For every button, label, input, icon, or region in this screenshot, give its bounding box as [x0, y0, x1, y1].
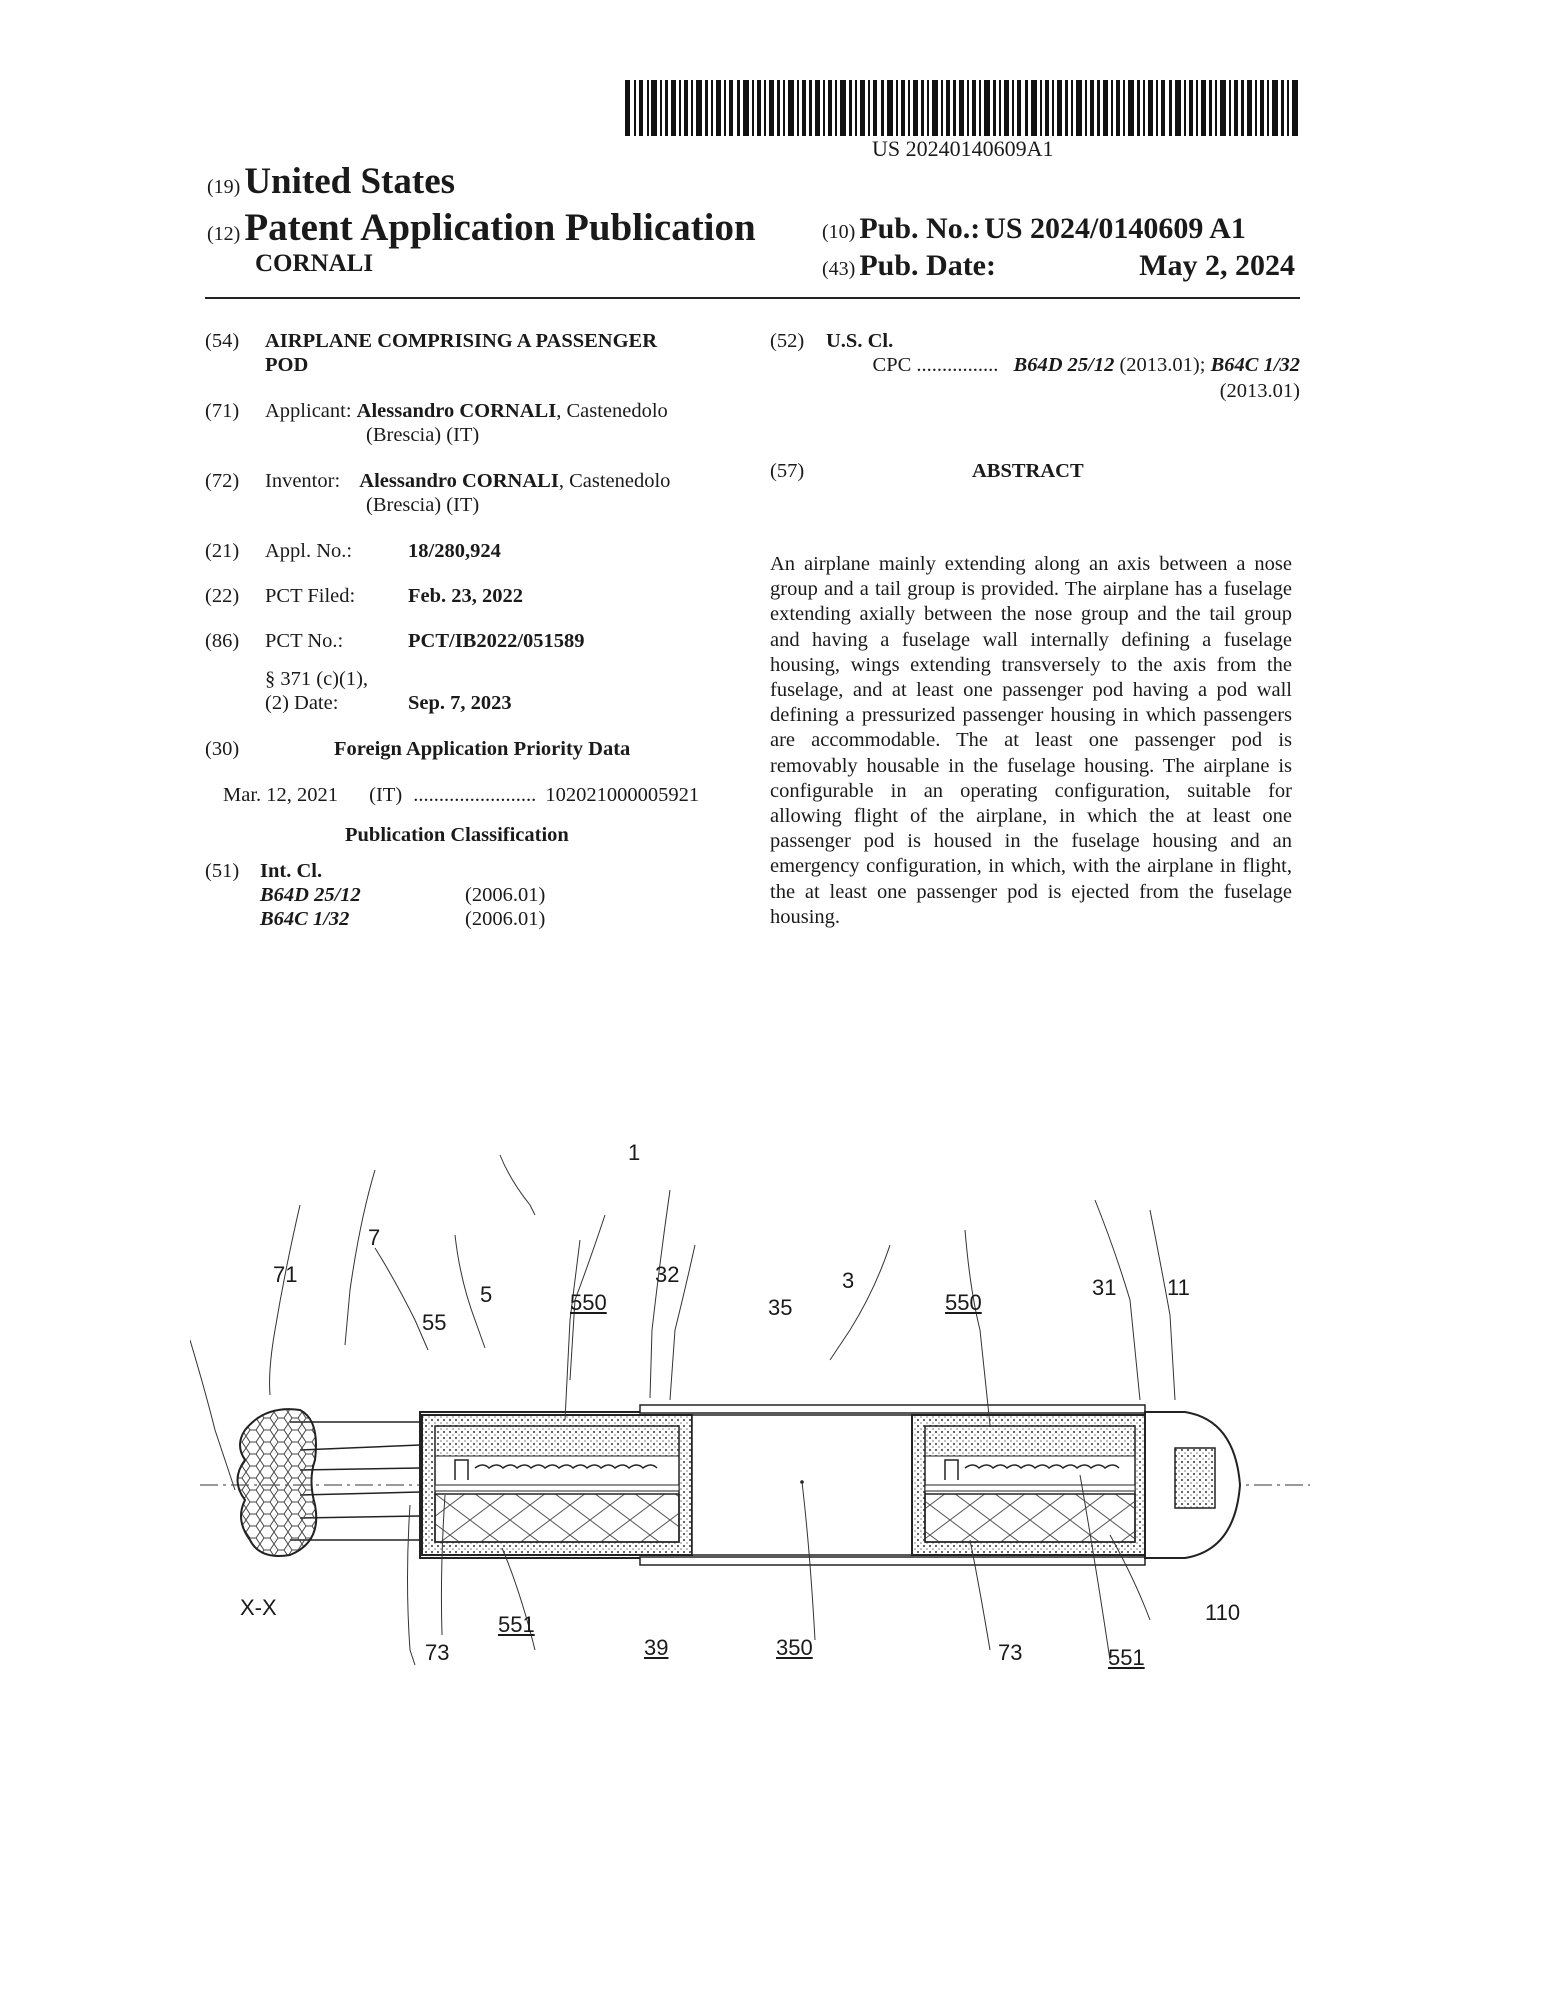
fig-label-551-right: 551	[1108, 1645, 1145, 1670]
pub-number-label: Pub. No.:	[859, 212, 981, 245]
fig-label-550-right: 550	[945, 1290, 982, 1315]
doc-type-line	[207, 205, 756, 250]
inventor-location: , Castenedolo	[558, 470, 671, 492]
pct-filed-label: PCT Filed:	[265, 585, 356, 607]
fig-label-11: 11	[1167, 1275, 1190, 1300]
fig-label-7: 7	[368, 1225, 381, 1250]
inventor-code: (72)	[205, 470, 240, 492]
fig-label-71: 71	[273, 1262, 298, 1287]
pct-no-code: (86)	[205, 630, 240, 652]
s371-line-2: (2) Date:	[265, 692, 339, 714]
inventor-line-1	[265, 470, 670, 493]
s371-line-1: § 371 (c)(1),	[265, 668, 369, 690]
title-line-2: POD	[265, 354, 309, 376]
intcl-2-year: (2006.01)	[465, 908, 546, 930]
intcl-2: B64C 1/32	[260, 908, 350, 930]
pub-date: May 2, 2024	[1139, 249, 1295, 282]
foreign-dots: ........................	[413, 784, 537, 806]
uscl-code: (52)	[770, 330, 805, 352]
foreign-number: 102021000005921	[545, 784, 700, 806]
fig-label-axis: X-X	[240, 1595, 277, 1620]
inid-code-10: (10)	[822, 221, 856, 243]
header-rule	[205, 297, 1300, 299]
cpc-2: B64C 1/32	[1210, 354, 1300, 376]
foreign-date: Mar. 12, 2021	[223, 784, 339, 806]
nose-cockpit	[1175, 1448, 1215, 1508]
fuselage-bottom-strip	[640, 1557, 1145, 1565]
inid-code-12: (12)	[207, 223, 241, 245]
cpc-1: B64D 25/12	[1013, 354, 1115, 376]
pct-no-value: PCT/IB2022/051589	[408, 630, 585, 652]
pub-date-line	[822, 249, 996, 283]
fig-label-550-left: 550	[570, 1290, 607, 1315]
inventor-location-2: (Brescia) (IT)	[366, 494, 480, 516]
fig-label-110: 110	[1205, 1600, 1241, 1625]
pub-number: US 2024/0140609 A1	[984, 212, 1246, 245]
applicant-location-2: (Brescia) (IT)	[366, 424, 480, 446]
applicant-location: , Castenedolo	[556, 400, 668, 422]
applicant-label: Applicant:	[265, 400, 352, 422]
fig-label-3: 3	[842, 1268, 855, 1293]
uscl-label: U.S. Cl.	[826, 330, 894, 352]
fig-label-32: 32	[655, 1262, 680, 1287]
patent-figure	[190, 1130, 1320, 1690]
applicant-name: Alessandro CORNALI	[356, 400, 557, 422]
fig-label-55: 55	[422, 1310, 447, 1335]
cpc-1-year: (2013.01);	[1114, 354, 1211, 376]
cpc-dots: ................	[916, 354, 999, 376]
foreign-title: Foreign Application Priority Data	[334, 738, 631, 760]
fig-label-5: 5	[480, 1282, 493, 1307]
tail-group	[238, 1409, 317, 1556]
fig-label-31: 31	[1092, 1275, 1117, 1300]
pub-class-title: Publication Classification	[345, 824, 569, 846]
inventor-name: Alessandro CORNALI	[359, 470, 559, 492]
applicant-code: (71)	[205, 400, 240, 422]
s371-value: Sep. 7, 2023	[408, 692, 512, 714]
cpc-2-year: (2013.01)	[1219, 380, 1300, 402]
cpc-row	[873, 354, 1300, 377]
appl-code: (21)	[205, 540, 240, 562]
foreign-country: (IT)	[369, 784, 403, 806]
fig-label-39: 39	[644, 1635, 669, 1660]
foreign-code: (30)	[205, 738, 240, 760]
fig-label-73-right: 73	[998, 1640, 1023, 1665]
abstract-text: An airplane mainly extending along an axis between a nose group and a tail group is provided. The airplane has a fuselage extending axially between the nose group and the tail group and having a fuselage wall internally defining a fuselage housing, wings extending transversely to the axis from the fuselage, and at least one passenger pod having a pod wall defining a pressurized passenger housing in which passengers are accommodable. The at least one passenger pod is removably housable in the fuselage housing. The airplane is configurable in an operating configuration, suitable for allowing flight of the airplane, in which the at least one passenger pod is housed in the fuselage housing and an emergency configuration, in which, with the airplane in flight, the at least one passenger pod is ejected from the fuselage housing.	[770, 553, 1292, 928]
applicant-line-1	[265, 400, 668, 423]
inventor-label: Inventor:	[265, 470, 341, 492]
pod-right	[912, 1415, 1145, 1555]
inid-code-43: (43)	[822, 258, 856, 280]
fig-label-73-left: 73	[425, 1640, 450, 1665]
pct-filed-code: (22)	[205, 585, 240, 607]
cpc-label: CPC	[872, 354, 912, 376]
fig-label-551-left: 551	[498, 1612, 535, 1637]
barcode-number: US 20240140609A1	[872, 136, 1054, 161]
fig-label-350: 350	[776, 1635, 813, 1660]
foreign-priority-row	[223, 784, 699, 807]
pct-no-label: PCT No.:	[265, 630, 344, 652]
country-line	[207, 160, 455, 203]
abstract-title: ABSTRACT	[972, 460, 1084, 482]
inventor-surname-header: CORNALI	[255, 250, 374, 277]
fig-label-35: 35	[768, 1295, 793, 1320]
title-code: (54)	[205, 330, 240, 352]
pub-date-label: Pub. Date:	[859, 249, 996, 282]
fuselage-top-strip	[640, 1405, 1145, 1413]
title-line-1: AIRPLANE COMPRISING A PASSENGER	[265, 330, 658, 352]
intcl-1: B64D 25/12	[260, 884, 361, 906]
pod-left	[422, 1415, 692, 1555]
doc-type: Patent Application Publication	[244, 206, 756, 249]
appl-value: 18/280,924	[408, 540, 501, 562]
inid-code-19: (19)	[207, 176, 241, 198]
abstract-code: (57)	[770, 460, 805, 482]
intcl-label: Int. Cl.	[260, 860, 323, 882]
country-name: United States	[244, 161, 456, 202]
intcl-1-year: (2006.01)	[465, 884, 546, 906]
pub-number-line	[822, 212, 1246, 246]
pct-filed-value: Feb. 23, 2022	[408, 585, 524, 607]
barcode	[625, 80, 1300, 136]
appl-label: Appl. No.:	[265, 540, 353, 562]
intcl-code: (51)	[205, 860, 240, 882]
fig-label-1: 1	[628, 1140, 641, 1165]
